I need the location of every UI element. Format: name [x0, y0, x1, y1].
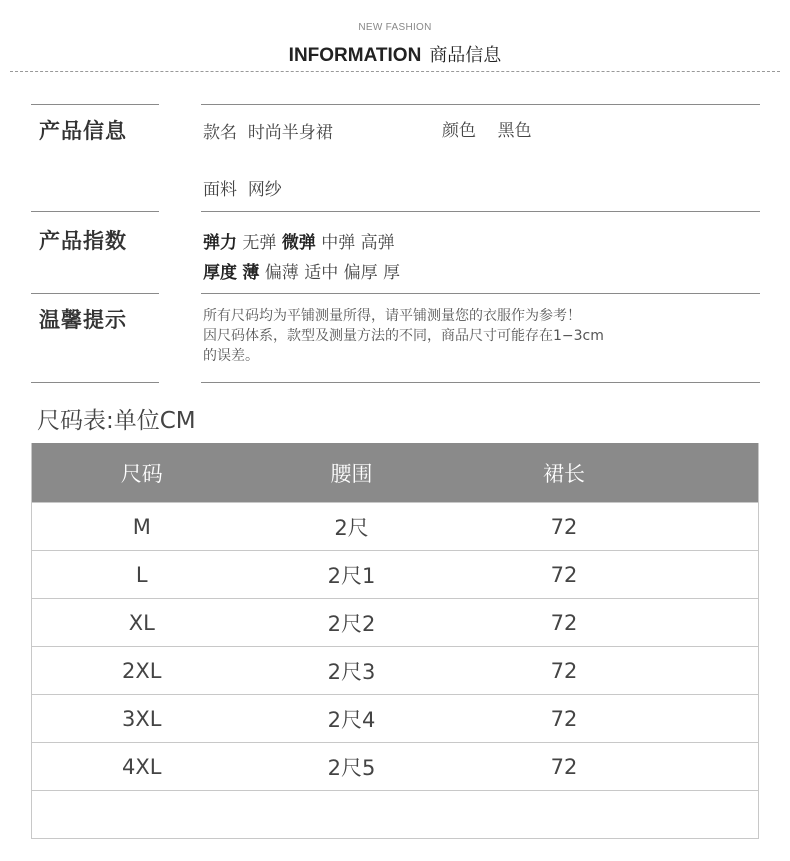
page-title-cn: 商品信息 [429, 45, 502, 66]
product-info-label: 产品信息 [39, 119, 127, 143]
thickness-option: 偏薄 [264, 263, 299, 283]
size-table-header-row [32, 443, 759, 503]
divider [31, 382, 159, 383]
divider [201, 104, 760, 105]
waist-cell [252, 791, 452, 839]
length-cell: 72 [452, 503, 677, 551]
size-table [31, 443, 759, 839]
divider [201, 382, 760, 383]
elasticity-option: 高弹 [360, 233, 395, 253]
size-cell: 3XL [32, 695, 252, 743]
page-title [0, 41, 790, 67]
waist-cell: 2尺3 [252, 647, 452, 695]
thickness-key: 厚度 [203, 263, 237, 283]
length-cell [452, 791, 677, 839]
header-divider [10, 71, 780, 72]
tips-line: 的误差。 [203, 348, 259, 364]
size-cell: XL [32, 599, 252, 647]
tips-label: 温馨提示 [39, 308, 127, 332]
divider [201, 293, 760, 294]
header-empty [677, 443, 759, 503]
waist-cell: 2尺2 [252, 599, 452, 647]
page-title-en: INFORMATION [288, 45, 422, 66]
waist-cell: 2尺5 [252, 743, 452, 791]
empty-cell [677, 695, 759, 743]
fabric-key: 面料 [203, 180, 237, 200]
empty-cell [677, 743, 759, 791]
table-row [32, 599, 759, 647]
fabric-row [203, 175, 282, 200]
divider [31, 293, 159, 294]
thickness-option: 偏厚 [343, 263, 378, 283]
elasticity-key: 弹力 [203, 233, 237, 253]
thickness-option: 厚 [383, 263, 401, 283]
size-cell: 2XL [32, 647, 252, 695]
color-row [442, 116, 532, 141]
table-row [32, 503, 759, 551]
size-cell: L [32, 551, 252, 599]
thickness-option-selected: 薄 [242, 263, 260, 283]
table-row [32, 791, 759, 839]
size-cell: M [32, 503, 252, 551]
waist-cell: 2尺4 [252, 695, 452, 743]
length-cell: 72 [452, 743, 677, 791]
header-subtitle: NEW FASHION [358, 22, 432, 33]
color-key: 颜色 [442, 121, 476, 141]
size-cell: 4XL [32, 743, 252, 791]
thickness-row [203, 258, 400, 283]
tips-line: 所有尺码均为平铺测量所得，请平铺测量您的衣服作为参考！ [203, 308, 581, 324]
length-cell: 72 [452, 599, 677, 647]
style-name-key: 款名 [203, 123, 237, 143]
size-table-title: 尺码表:单位CM [37, 408, 196, 434]
elasticity-option: 无弹 [242, 233, 277, 253]
header-size: 尺码 [32, 443, 252, 503]
tips-line: 因尺码体系，款型及测量方法的不同，商品尺寸可能存在1−3cm [203, 328, 604, 344]
style-name-value: 时尚半身裙 [247, 123, 333, 143]
empty-cell [677, 647, 759, 695]
empty-cell [677, 599, 759, 647]
table-row [32, 551, 759, 599]
empty-cell [677, 551, 759, 599]
header-waist: 腰围 [252, 443, 452, 503]
empty-cell [677, 791, 759, 839]
divider [201, 211, 760, 212]
elasticity-row [203, 228, 395, 253]
waist-cell: 2尺 [252, 503, 452, 551]
waist-cell: 2尺1 [252, 551, 452, 599]
elasticity-option: 中弹 [321, 233, 356, 253]
table-row [32, 695, 759, 743]
table-row [32, 743, 759, 791]
divider [31, 211, 159, 212]
elasticity-option-selected: 微弹 [281, 233, 316, 253]
style-name-row [203, 118, 333, 143]
empty-cell [677, 503, 759, 551]
table-row [32, 647, 759, 695]
length-cell: 72 [452, 647, 677, 695]
header-length: 裙长 [452, 443, 677, 503]
divider [31, 104, 159, 105]
thickness-option: 适中 [304, 263, 339, 283]
length-cell: 72 [452, 695, 677, 743]
tips-text [203, 306, 743, 366]
product-index-label: 产品指数 [39, 229, 127, 253]
fabric-value: 网纱 [247, 180, 282, 200]
size-cell [32, 791, 252, 839]
color-value: 黑色 [497, 121, 532, 141]
length-cell: 72 [452, 551, 677, 599]
